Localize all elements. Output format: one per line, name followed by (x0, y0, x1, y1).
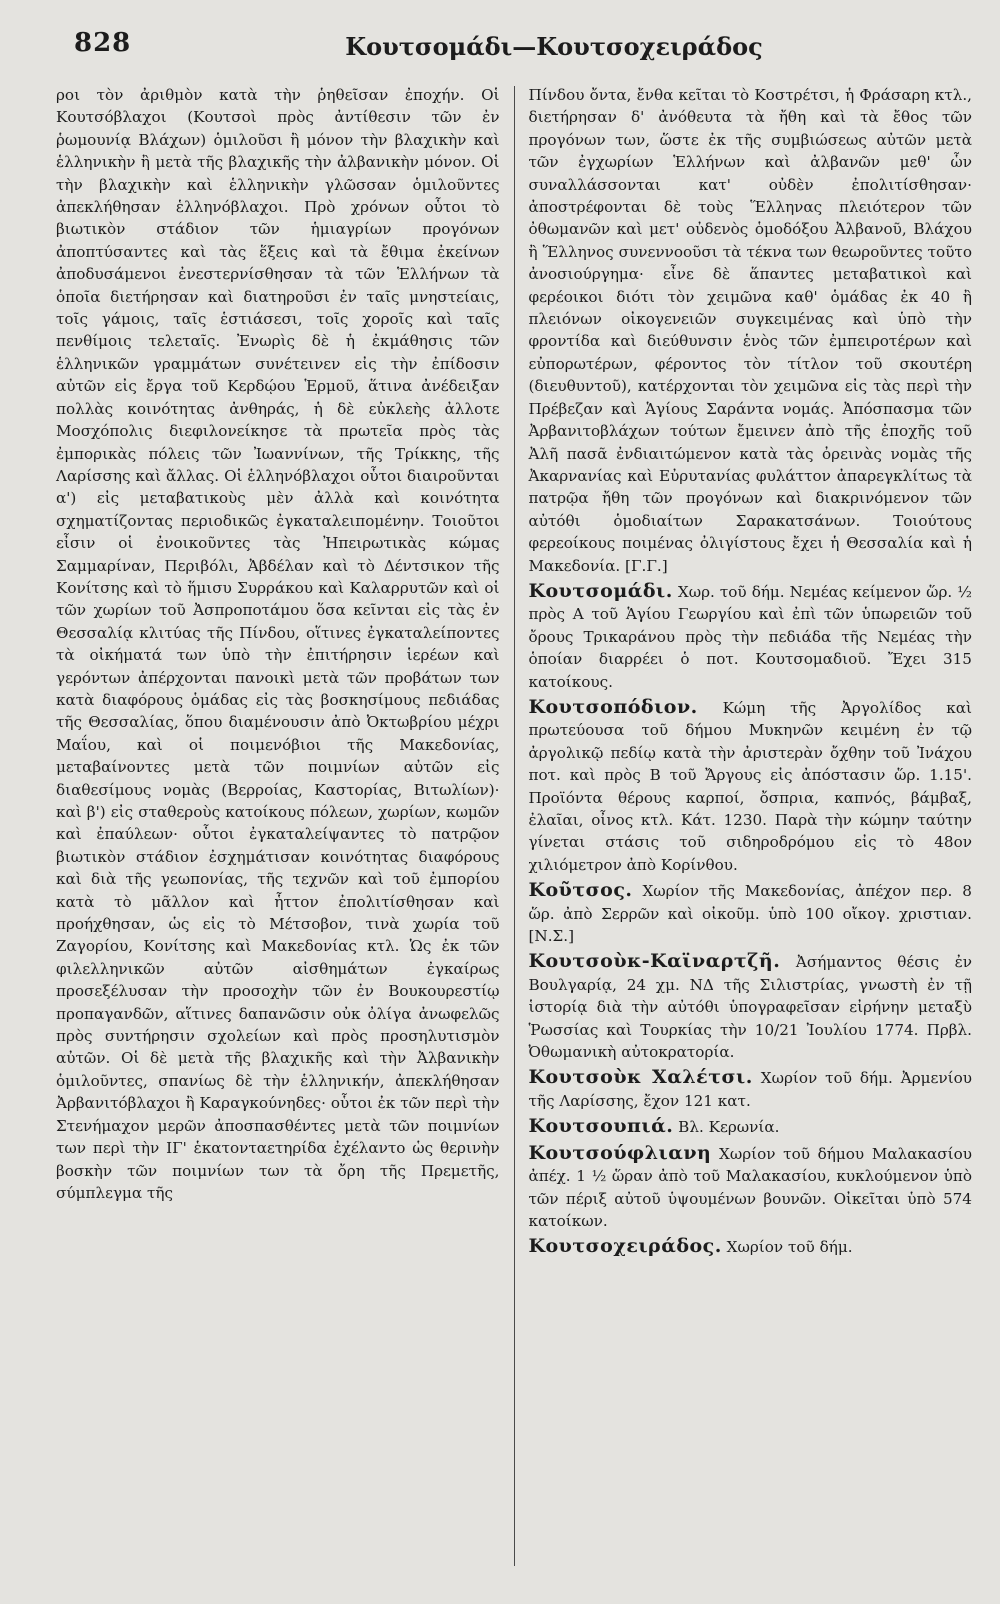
text-columns (56, 84, 972, 1566)
page-number: 828 (74, 28, 132, 58)
right-paragraph: Πίνδου ὄντα, ἔνθα κεῖται τὸ Κοστρέτσι, ἡ Φράσαρη κτλ., διετήρησαν δ' ἀνόθευτα τὰ ἤθη καὶ τὰ ἔθος τῶν προγόνων των, ὥστε ἐκ τῆς συμβιώσεως αὐτῶν μετὰ τῶν ἐγχωρίων Ἑλλήνων καὶ ἀλβανῶν μεθ' ὧν συναλλάσσονται κατ' οὐδὲν ἐπολιτίσθησαν· ἀποστρέφονται δὲ τοὺς Ἕλληνας πλειότερον τῶν ὀθωμανῶν καὶ μετ' οὐδενὸς ὁμοδόξου Ἀλβανοῦ, Βλάχου ἢ Ἕλληνος συνεννοοῦσι τὰ τέκνα των θεωροῦντες τοῦτο ἀνοσιούργημα· εἶνε δὲ ἅπαντες μεταβατικοὶ καὶ φερέοικοι διότι τὸν χειμῶνα καθ' ὁμάδας ἐκ 40 ἢ πλειόνων οἰκογενειῶν συγκειμένας καὶ ὑπὸ τὴν φροντίδα καὶ διεύθυνσιν ἑνὸς τῶν ἐμπειροτέρων καὶ εὐπορωτέρων, φέροντος τὸν τίτλον τοῦ σκουτέρη (διευθυντοῦ), κατέρχονται τὸν χειμῶνα εἰς τὰς περὶ τὴν Πρέβεζαν καὶ Ἁγίους Σαράντα νομάς. Ἀπόσπασμα τῶν Ἀρβανιτοβλάχων τούτων ἔμεινεν ἀπὸ τῆς ἐποχῆς τοῦ Ἀλῆ πασᾶ ἐνδιαιτώμενον κατὰ τὰς ὀρεινὰς νομὰς τῆς Ἀκαρνανίας καὶ Εὐρυτανίας φυλάττον ἀπαρεγκλίτως τὰ πατρῷα ἤθη τῶν προγόνων καὶ διακρινόμενον τῶν αὐτόθι ὁμοδιαίτων Σαρακατσάνων. Τοιούτους φερεοίκους ποιμένας ὀλιγίστους ἔχει ἡ Θεσσαλία καὶ ἡ Μακεδονία. [Γ.Γ.] (528, 86, 972, 575)
entry-text: Βλ. Κερωνία. (673, 1118, 780, 1137)
entry-koutsouk-kainartzi (528, 950, 972, 1063)
entry-headword: Κουτσοὺκ-Καϊναρτζῆ. (528, 950, 781, 973)
entry-headword: Κουτσομάδι. (528, 579, 673, 602)
entry-headword: Κουτσούφλιανη (528, 1141, 712, 1164)
entry-headword: Κουτσουπιά. (528, 1115, 674, 1138)
entry-text: Χωρίον τοῦ δήμου Μαλακασίου ἀπέχ. 1 ½ ὥραν ἀπὸ τοῦ Μαλακασίου, κυκλούμενον ὑπὸ τῶν πέριξ αὐτοῦ ὑψουμένων βουνῶν. Οἰκεῖται ὑπὸ 574 κατοίκων. (528, 1144, 972, 1230)
entry-text: Χωρίον τῆς Μακεδονίας, ἀπέχον περ. 8 ὥρ. ἀπὸ Σερρῶν καὶ οἰκοῦμ. ὑπὸ 100 οἴκογ. χριστιαν. [Ν.Σ.] (528, 882, 972, 946)
entry-koutsoupia (528, 1115, 972, 1138)
entry-text: Χωρίον τοῦ δήμ. Ἀρμενίου τῆς Λαρίσσης, ἔχον 121 κατ. (528, 1069, 972, 1110)
entry-koutsocheirados (528, 1235, 972, 1258)
entry-text: Χωρίον τοῦ δήμ. (721, 1238, 853, 1257)
entry-koutsouk-haletsi (528, 1066, 972, 1112)
entry-headword: Κουτσοχειράδος. (528, 1235, 722, 1258)
entry-koutsopodion (528, 696, 972, 876)
entry-headword: Κουτσοπόδιον. (528, 695, 698, 718)
entry-koutsos (528, 879, 972, 947)
entry-headword: Κοῦτσος. (528, 879, 633, 902)
column-divider (514, 86, 515, 1566)
entry-text: Ἀσήμαντος θέσις ἐν Βουλγαρίᾳ, 24 χμ. ΝΔ τῆς Σιλιστρίας, γνωστὴ ἐν τῇ ἱστορίᾳ διὰ τὴν αὐτόθι ὑπογραφεῖσαν εἰρήνην μεταξὺ Ῥωσσίας καὶ Τουρκίας τὴν 10/21 Ἰουλίου 1774. Πρβλ. Ὀθωμανικὴ αὐτοκρατορία. (528, 953, 972, 1062)
entry-headword: Κουτσοὺκ Χαλέτσι. (528, 1066, 753, 1089)
entry-koutsouflianí (528, 1142, 972, 1233)
right-column (528, 84, 972, 1566)
entry-text: Κώμη τῆς Ἀργολίδος καὶ πρωτεύουσα τοῦ δήμου Μυκηνῶν κειμένη ἐν τῷ ἀργολικῷ πεδίῳ κατὰ τὴν ἀριστερὰν ὄχθην τοῦ Ἰνάχου ποτ. καὶ πρὸς Β τοῦ Ἄργους εἰς ἀπόστασιν ὥρ. 1.15'. Προϊόντα θέρους καρποί, ὄσπρια, καπνός, βάμβαξ, ἐλαῖαι, οἶνος κτλ. Κάτ. 1230. Παρὰ τὴν κώμην ταύτην γίνεται στάσις τοῦ σιδηροδρόμου εἰς τὸ 48ον χιλιόμετρον ἀπὸ Κορίνθου. (528, 698, 972, 874)
left-paragraph: ροι τὸν ἀριθμὸν κατὰ τὴν ῥηθεῖσαν ἐποχήν. Οἱ Κουτσόβλαχοι (Κουτσοὶ πρὸς ἀντίθεσιν τῶν ἐν ῥωμουνίᾳ Βλάχων) ὁμιλοῦσι ἢ μόνον τὴν βλαχικὴν καὶ ἑλληνικὴν ἢ μετὰ τῆς βλαχικῆς τὴν ἀλβανικὴν μόνον. Οἱ τὴν βλαχικὴν καὶ ἑλληνικὴν γλῶσσαν ὁμιλοῦντες ἀπεκλήθησαν ἑλληνόβλαχοι. Πρὸ χρόνων οὗτοι τὸ βιωτικὸν στάδιον τῶν ἡμιαγρίων προγόνων ἀποπτύσαντες καὶ τὰς ἕξεις καὶ τὰ ἔθιμα ἐκείνων ἀποδυσάμενοι ἐνεστερνίσθησαν τὰ τῶν Ἑλλήνων τὰ ὁποῖα διετήρησαν καὶ διατηροῦσι ἐν ταῖς μνηστείαις, τοῖς γάμοις, ταῖς ἑστιάσεσι, τοῖς χοροῖς καὶ ταῖς πενθίμοις τελεταῖς. Ἐνωρὶς δὲ ἡ ἐκμάθησις τῶν ἑλληνικῶν γραμμάτων συνέτεινεν εἰς τὴν ἐπίδοσιν αὐτῶν εἰς ἔργα τοῦ Κερδῴου Ἑρμοῦ, ἅτινα ἀνέδειξαν πολλὰς κοινότητας ἀνθηράς, ἡ δὲ εὐκλεὴς ἀλλοτε Μοσχόπολις διεφιλονείκησε τὰ πρωτεῖα πρὸς τὰς ἐμπορικὰς πόλεις τῶν Ἰωαννίνων, τῆς Τρίκκης, τῆς Λαρίσσης καὶ ἄλλας. Οἱ ἑλληνόβλαχοι οὗτοι διαιροῦνται α') εἰς μεταβατικοὺς μὲν ἀλλὰ καὶ κοινότητα σχηματίζοντας περιοδικῶς ἐγκαταλειπομένην. Τοιοῦτοι εἶσιν οἱ ἐνοικοῦντες τὰς Ἠπειρωτικὰς κώμας Σαμμαρίναν, Περιβόλι, Ἀβδέλαν καὶ τὸ Δέντσικον τῆς Κονίτσης καὶ τὸ ἥμισυ Συρράκου καὶ Καλαρρυτῶν καὶ οἱ τῶν χωρίων τοῦ Ἀσπροποτάμου ὅσα κεῖνται εἰς τὰς ἐν Θεσσαλίᾳ κλιτύας τῆς Πίνδου, οἵτινες ἐγκαταλείποντες τὰ οἰκήματά των ὑπὸ τὴν ἐπιτήρησιν ἱερέων καὶ γερόντων ἀπέρχονται πανοικὶ μετὰ τῶν προβάτων των κατὰ διαφόρους ὁμάδας εἰς τὰς βοσκησίμους πεδιάδας τῆς Θεσσαλίας, ὅπου διαμένουσιν ἀπὸ Ὀκτωβρίου μέχρι Μαΐου, καὶ οἱ ποιμενόβιοι τῆς Μακεδονίας, μεταβαίνοντες μετὰ τῶν ποιμνίων αὐτῶν εἰς διαθεσίμους νομὰς (Βερροίας, Καστορίας, Βιτωλίων)· καὶ β') εἰς σταθεροὺς κατοίκους πόλεων, χωρίων, κωμῶν καὶ ἐπαύλεων· οὗτοι ἐγκαταλείψαντες τὸ πατρῷον βιωτικὸν στάδιον ἐσχημάτισαν κοινότητας διαφόρους καὶ διὰ τῆς γεωπονίας, τῆς τεχνῶν καὶ τοῦ ἐμπορίου κατὰ τὸ μᾶλλον καὶ ἧττον ἐπολιτίσθησαν καὶ προήχθησαν, ὡς εἰς τὸ Μέτσοβον, τινὰ χωρία τοῦ Ζαγορίου, Κονίτσης καὶ Μακεδονίας κτλ. Ὡς ἐκ τῶν φιλελληνικῶν αὐτῶν αἰσθημάτων ἐγκαίρως προσεξέλυσαν τὴν προσοχὴν τῶν ἐν Βουκουρεστίῳ προπαγανδῶν, αἵτινες δαπανῶσιν οὐκ ὀλίγα ἀνωφελῶς πρὸς συντήρησιν σχολείων καὶ πρὸς προσηλυτισμὸν αὐτῶν. Οἱ δὲ μετὰ τῆς βλαχικῆς καὶ τὴν Ἀλβανικὴν ὁμιλοῦντες, σπανίως δὲ τὴν ἑλληνικήν, ἀπεκλήθησαν Ἀρβανιτόβλαχοι ἢ Καραγκούνηδες· οὗτοι ἐκ τῶν περὶ τὴν Στενήμαχον μερῶν ἀποσπασθέντες μετὰ τῶν ποιμνίων των περὶ τὴν ΙΓ' ἑκατονταετηρίδα ἐχέλαντο ὡς θερινὴν βοσκὴν τῶν ποιμνίων των τὰ ὄρη τῆς Πρεμετῆς, σύμπλεγμα τῆς (56, 86, 500, 1202)
entry-text: Χωρ. τοῦ δήμ. Νεμέας κείμενον ὥρ. ½ πρὸς Α τοῦ Ἁγίου Γεωργίου καὶ ἐπὶ τῶν ὑπωρειῶν τοῦ ὄρους Τρικαράνου πρὸς τὴν πεδιάδα τῆς Νεμέας τὴν ὁποίαν διαρρέει ὁ ποτ. Κουτσομαδιοῦ. Ἔχει 315 κατοίκους. (528, 582, 972, 691)
running-title: Κουτσομάδι—Κουτσοχειράδος (345, 32, 763, 61)
page-header (56, 20, 972, 70)
entry-koutsomadi (528, 580, 972, 693)
left-column (56, 84, 500, 1566)
